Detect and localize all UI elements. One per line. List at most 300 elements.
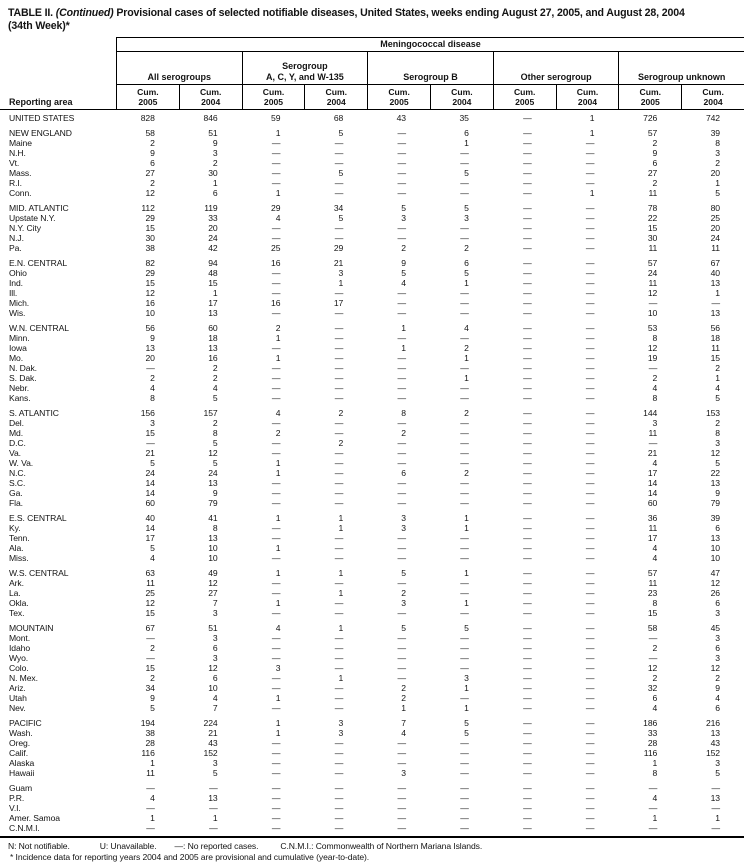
value-cell: — — [523, 428, 532, 439]
value-cell: — — [648, 803, 658, 814]
value-cell: 2 — [464, 243, 469, 254]
reporting-area-cell: MID. ATLANTIC — [9, 203, 69, 214]
value-cell: 17 — [647, 468, 658, 479]
value-cell: 2 — [464, 343, 469, 354]
cum-year-header — [681, 85, 744, 109]
legend-item: N: Not notifiable. — [8, 841, 70, 852]
value-cell: — — [397, 488, 406, 499]
table-row — [0, 178, 744, 188]
value-cell: 846 — [203, 113, 218, 124]
value-cell: 25 — [271, 243, 281, 254]
value-cell: 8 — [212, 428, 218, 439]
cum-year-header — [556, 85, 619, 109]
value-cell: 33 — [208, 213, 218, 224]
value-cell: — — [523, 268, 532, 279]
value-cell: — — [334, 138, 344, 149]
value-cell: — — [585, 478, 595, 489]
reporting-area-cell: Ga. — [9, 488, 23, 499]
value-cell: 21 — [208, 728, 218, 739]
value-cell: 29 — [271, 203, 281, 214]
value-cell: — — [334, 363, 344, 374]
value-cell: — — [523, 333, 532, 344]
value-cell: — — [460, 233, 469, 244]
value-cell: 12 — [647, 288, 658, 299]
value-cell: — — [334, 578, 344, 589]
year-label: 2005 — [515, 96, 535, 107]
value-cell: — — [585, 598, 595, 609]
cum-label: Cum. — [576, 87, 599, 98]
value-cell: 12 — [208, 578, 218, 589]
value-cell: 157 — [203, 408, 218, 419]
value-cell: — — [523, 278, 532, 289]
table-row — [0, 213, 744, 223]
table-row — [0, 543, 744, 553]
value-cell: 224 — [203, 718, 218, 729]
value-cell: 828 — [140, 113, 155, 124]
table-section — [0, 513, 744, 563]
value-cell: — — [585, 513, 595, 524]
value-cell: 1 — [589, 188, 595, 199]
value-cell: — — [334, 633, 344, 644]
value-cell: 119 — [204, 203, 218, 214]
value-cell: — — [334, 323, 344, 334]
value-cell: 68 — [333, 113, 344, 124]
value-cell: 8 — [652, 393, 658, 404]
value-cell: 16 — [208, 353, 218, 364]
value-cell: — — [523, 653, 532, 664]
value-cell: — — [397, 643, 406, 654]
value-cell: 8 — [652, 768, 658, 779]
value-cell: — — [397, 298, 406, 309]
value-cell: — — [585, 223, 595, 234]
value-cell: 2 — [212, 363, 218, 374]
value-cell: — — [334, 188, 344, 199]
value-cell: 144 — [643, 408, 658, 419]
value-cell: 20 — [710, 168, 720, 179]
value-cell: — — [523, 683, 532, 694]
value-cell: — — [523, 803, 532, 814]
table-row — [0, 823, 744, 833]
value-cell: 57 — [647, 568, 658, 579]
value-cell: 9 — [150, 333, 155, 344]
value-cell: 13 — [710, 533, 720, 544]
reporting-area-cell: NEW ENGLAND — [9, 128, 72, 139]
cum-label: Cum. — [388, 87, 410, 98]
value-cell: 6 — [715, 523, 720, 534]
value-cell: — — [523, 728, 532, 739]
value-cell: — — [271, 533, 281, 544]
value-cell: 13 — [145, 343, 155, 354]
value-cell: — — [523, 448, 532, 459]
value-cell: 12 — [647, 663, 658, 674]
value-cell: — — [334, 223, 344, 234]
table-row — [0, 408, 744, 418]
value-cell: — — [271, 278, 281, 289]
value-cell: 4 — [212, 693, 218, 704]
value-cell: — — [523, 793, 532, 804]
value-cell: 5 — [212, 438, 218, 449]
value-cell: — — [523, 213, 532, 224]
value-cell: — — [334, 498, 344, 509]
value-cell: 1 — [338, 673, 344, 684]
value-cell: — — [523, 693, 532, 704]
value-cell: — — [460, 178, 469, 189]
value-cell: — — [585, 813, 595, 824]
reporting-area-cell: W. Va. — [9, 458, 34, 469]
serogroup-header-row — [0, 52, 744, 85]
value-cell: 5 — [212, 768, 218, 779]
value-cell: — — [334, 383, 344, 394]
reporting-area-cell: Alaska — [9, 758, 35, 769]
reporting-area-cell: Ariz. — [9, 683, 26, 694]
table-title — [0, 5, 744, 32]
value-cell: — — [146, 783, 155, 794]
value-cell: — — [271, 233, 281, 244]
value-cell: — — [397, 653, 406, 664]
value-cell: 1 — [464, 683, 469, 694]
value-cell: 6 — [212, 188, 218, 199]
value-cell: — — [523, 178, 532, 189]
value-cell: — — [334, 793, 344, 804]
value-cell: 5 — [212, 458, 218, 469]
value-cell: — — [585, 373, 595, 384]
value-cell: — — [271, 223, 281, 234]
reporting-area-cell: W.N. CENTRAL — [9, 323, 69, 334]
value-cell: — — [397, 608, 406, 619]
table-row — [0, 278, 744, 288]
value-cell: — — [271, 158, 281, 169]
value-cell: 2 — [715, 363, 720, 374]
value-cell: — — [523, 148, 532, 159]
value-cell: 1 — [401, 343, 406, 354]
value-cell: — — [397, 448, 406, 459]
value-cell: 5 — [464, 623, 469, 634]
value-cell: — — [397, 168, 406, 179]
reporting-area-cell: Nebr. — [9, 383, 30, 394]
value-cell: — — [585, 213, 595, 224]
value-cell: 78 — [647, 203, 658, 214]
reporting-area-cell: Utah — [9, 693, 27, 704]
value-cell: — — [648, 633, 658, 644]
value-cell: 1 — [338, 588, 344, 599]
value-cell: 13 — [710, 478, 720, 489]
table-section — [0, 408, 744, 508]
table-row — [0, 718, 744, 728]
reporting-area-cell: N. Mex. — [9, 673, 38, 684]
serogroup-column-header — [367, 52, 493, 85]
table-row — [0, 138, 744, 148]
reporting-area-cell: Ill. — [9, 288, 18, 299]
serogroup-header-line: Serogroup B — [403, 71, 458, 82]
reporting-area-cell: C.N.M.I. — [9, 823, 40, 834]
value-cell: 1 — [275, 353, 281, 364]
table-section — [0, 128, 744, 198]
table-row — [0, 523, 744, 533]
value-cell: — — [523, 353, 532, 364]
serogroup-column-header — [618, 52, 744, 85]
value-cell: — — [334, 288, 344, 299]
value-cell: — — [460, 578, 469, 589]
column-header-row — [0, 85, 744, 110]
value-cell: 4 — [464, 323, 469, 334]
value-cell: 12 — [710, 448, 720, 459]
value-cell: 2 — [338, 438, 344, 449]
value-cell: — — [460, 438, 469, 449]
value-cell: 3 — [275, 663, 281, 674]
reporting-area-cell: Calif. — [9, 748, 28, 759]
value-cell: — — [334, 418, 344, 429]
value-cell: 11 — [648, 278, 658, 289]
value-cell: 8 — [150, 393, 155, 404]
value-cell: 3 — [464, 673, 469, 684]
value-cell: 34 — [145, 683, 155, 694]
value-cell: 16 — [271, 298, 281, 309]
value-cell: 35 — [459, 113, 469, 124]
value-cell: — — [460, 553, 469, 564]
value-cell: 27 — [208, 588, 218, 599]
value-cell: 2 — [212, 158, 218, 169]
value-cell: — — [334, 783, 344, 794]
value-cell: — — [523, 383, 532, 394]
cum-year-header — [367, 85, 430, 109]
value-cell: 13 — [710, 728, 720, 739]
value-cell: — — [523, 533, 532, 544]
table-row — [0, 478, 744, 488]
value-cell: — — [334, 553, 344, 564]
value-cell: 3 — [338, 268, 344, 279]
value-cell: — — [523, 718, 532, 729]
value-cell: 18 — [208, 333, 218, 344]
value-cell: — — [334, 448, 344, 459]
value-cell: 21 — [145, 448, 155, 459]
reporting-area-cell: Ky. — [9, 523, 21, 534]
value-cell: 9 — [212, 488, 218, 499]
value-cell: — — [146, 653, 155, 664]
value-cell: 2 — [464, 408, 469, 419]
table-row — [0, 323, 744, 333]
value-cell: — — [648, 653, 658, 664]
value-cell: 8 — [401, 408, 406, 419]
value-cell: — — [523, 553, 532, 564]
value-cell: — — [460, 223, 469, 234]
reporting-area-cell: Miss. — [9, 553, 29, 564]
value-cell: — — [523, 418, 532, 429]
value-cell: — — [271, 703, 281, 714]
value-cell: 43 — [396, 113, 406, 124]
table-row — [0, 438, 744, 448]
table-row — [0, 233, 744, 243]
value-cell: 1 — [338, 523, 344, 534]
value-cell: 4 — [652, 543, 658, 554]
value-cell: 4 — [212, 383, 218, 394]
value-cell: 33 — [647, 728, 658, 739]
value-cell: — — [334, 543, 344, 554]
value-cell: 23 — [647, 588, 658, 599]
year-label: 2004 — [201, 96, 221, 107]
value-cell: 18 — [710, 333, 720, 344]
value-cell: 2 — [212, 373, 218, 384]
value-cell: — — [397, 498, 406, 509]
value-cell: 7 — [401, 718, 406, 729]
table-section — [0, 258, 744, 318]
value-cell: 216 — [705, 718, 720, 729]
value-cell: — — [334, 703, 344, 714]
value-cell: — — [460, 803, 469, 814]
value-cell: — — [397, 633, 406, 644]
year-label: 2005 — [640, 96, 660, 107]
table-section — [0, 783, 744, 833]
value-cell: 79 — [208, 498, 218, 509]
table-row — [0, 158, 744, 168]
cum-year-header — [116, 85, 179, 109]
value-cell: — — [523, 458, 532, 469]
value-cell: 41 — [208, 513, 218, 524]
value-cell: — — [460, 393, 469, 404]
value-cell: 2 — [401, 243, 406, 254]
value-cell: 8 — [715, 428, 720, 439]
cum-label: Cum. — [702, 87, 724, 98]
table-row — [0, 728, 744, 738]
reporting-area-cell: Kans. — [9, 393, 31, 404]
value-cell: 2 — [652, 673, 658, 684]
value-cell: — — [146, 633, 155, 644]
reporting-area-cell: Amer. Samoa — [9, 813, 60, 824]
value-cell: 6 — [212, 673, 218, 684]
table-row — [0, 148, 744, 158]
value-cell: — — [271, 478, 281, 489]
value-cell: 14 — [145, 523, 155, 534]
value-cell: 13 — [208, 533, 218, 544]
table-row — [0, 793, 744, 803]
value-cell: 152 — [705, 748, 720, 759]
value-cell: — — [460, 488, 469, 499]
table-row — [0, 288, 744, 298]
value-cell: 1 — [212, 288, 218, 299]
value-cell: 6 — [401, 468, 406, 479]
reporting-area-cell: N.Y. City — [9, 223, 41, 234]
cum-label: Cum. — [137, 87, 159, 98]
value-cell: — — [397, 533, 406, 544]
value-cell: 2 — [401, 693, 406, 704]
value-cell: — — [585, 718, 595, 729]
value-cell: 27 — [647, 168, 658, 179]
value-cell: 45 — [710, 623, 720, 634]
value-cell: 15 — [145, 223, 155, 234]
value-cell: — — [397, 418, 406, 429]
value-cell: 13 — [710, 308, 720, 319]
value-cell: — — [334, 308, 344, 319]
table-row — [0, 353, 744, 363]
value-cell: 12 — [145, 598, 155, 609]
value-cell: — — [523, 823, 532, 834]
value-cell: — — [271, 418, 281, 429]
value-cell: — — [585, 268, 595, 279]
value-cell: — — [271, 383, 281, 394]
value-cell: — — [523, 258, 532, 269]
value-cell: 742 — [705, 113, 720, 124]
value-cell: — — [585, 383, 595, 394]
value-cell: — — [334, 643, 344, 654]
cum-label: Cum. — [262, 87, 285, 98]
value-cell: — — [334, 738, 344, 749]
value-cell: 5 — [715, 393, 720, 404]
value-cell: — — [711, 823, 720, 834]
value-cell: 12 — [647, 343, 658, 354]
value-cell: — — [271, 553, 281, 564]
value-cell: — — [585, 393, 595, 404]
value-cell: — — [397, 308, 406, 319]
value-cell: — — [460, 188, 469, 199]
value-cell: 1 — [150, 758, 155, 769]
serogroup-column-header — [493, 52, 619, 85]
value-cell: — — [397, 803, 406, 814]
value-cell: — — [648, 783, 658, 794]
value-cell: 1 — [652, 813, 658, 824]
value-cell: — — [460, 758, 469, 769]
value-cell: — — [585, 553, 595, 564]
value-cell: 5 — [338, 213, 344, 224]
value-cell: — — [585, 683, 595, 694]
value-cell: — — [585, 458, 595, 469]
value-cell: 5 — [338, 168, 344, 179]
value-cell: — — [585, 543, 595, 554]
value-cell: — — [271, 783, 281, 794]
value-cell: 58 — [647, 623, 658, 634]
value-cell: 5 — [715, 188, 720, 199]
table-row — [0, 203, 744, 213]
value-cell: — — [146, 438, 155, 449]
legend-item: —: No reported cases. — [174, 841, 259, 852]
value-cell: — — [397, 793, 406, 804]
reporting-area-cell: N. Dak. — [9, 363, 37, 374]
value-cell: 16 — [271, 258, 281, 269]
value-cell: — — [585, 438, 595, 449]
value-cell: — — [585, 693, 595, 704]
legend-item: C.N.M.I.: Commonwealth of Northern Mariana Islands. — [280, 841, 483, 852]
table-section — [0, 113, 744, 123]
value-cell: 6 — [652, 693, 658, 704]
value-cell: 60 — [208, 323, 218, 334]
value-cell: — — [397, 288, 406, 299]
value-cell: 1 — [715, 178, 720, 189]
value-cell: 2 — [150, 178, 155, 189]
value-cell: 29 — [145, 213, 155, 224]
value-cell: — — [523, 203, 532, 214]
value-cell: — — [271, 343, 281, 354]
value-cell: 5 — [338, 128, 344, 139]
table-row — [0, 663, 744, 673]
table-row — [0, 768, 744, 778]
table-row — [0, 308, 744, 318]
value-cell: 36 — [647, 513, 658, 524]
reporting-area-cell: Wis. — [9, 308, 26, 319]
value-cell: — — [523, 578, 532, 589]
table-row — [0, 383, 744, 393]
reporting-area-cell: Hawaii — [9, 768, 35, 779]
value-cell: — — [585, 633, 595, 644]
value-cell: — — [397, 813, 406, 824]
value-cell: — — [523, 783, 532, 794]
value-cell: — — [209, 803, 218, 814]
value-cell: 5 — [150, 703, 155, 714]
value-cell: 1 — [275, 458, 281, 469]
value-cell: 12 — [145, 288, 155, 299]
value-cell: 14 — [145, 478, 155, 489]
year-label: 2004 — [326, 96, 346, 107]
value-cell: — — [585, 758, 595, 769]
value-cell: 9 — [715, 488, 720, 499]
value-cell: 9 — [212, 138, 218, 149]
